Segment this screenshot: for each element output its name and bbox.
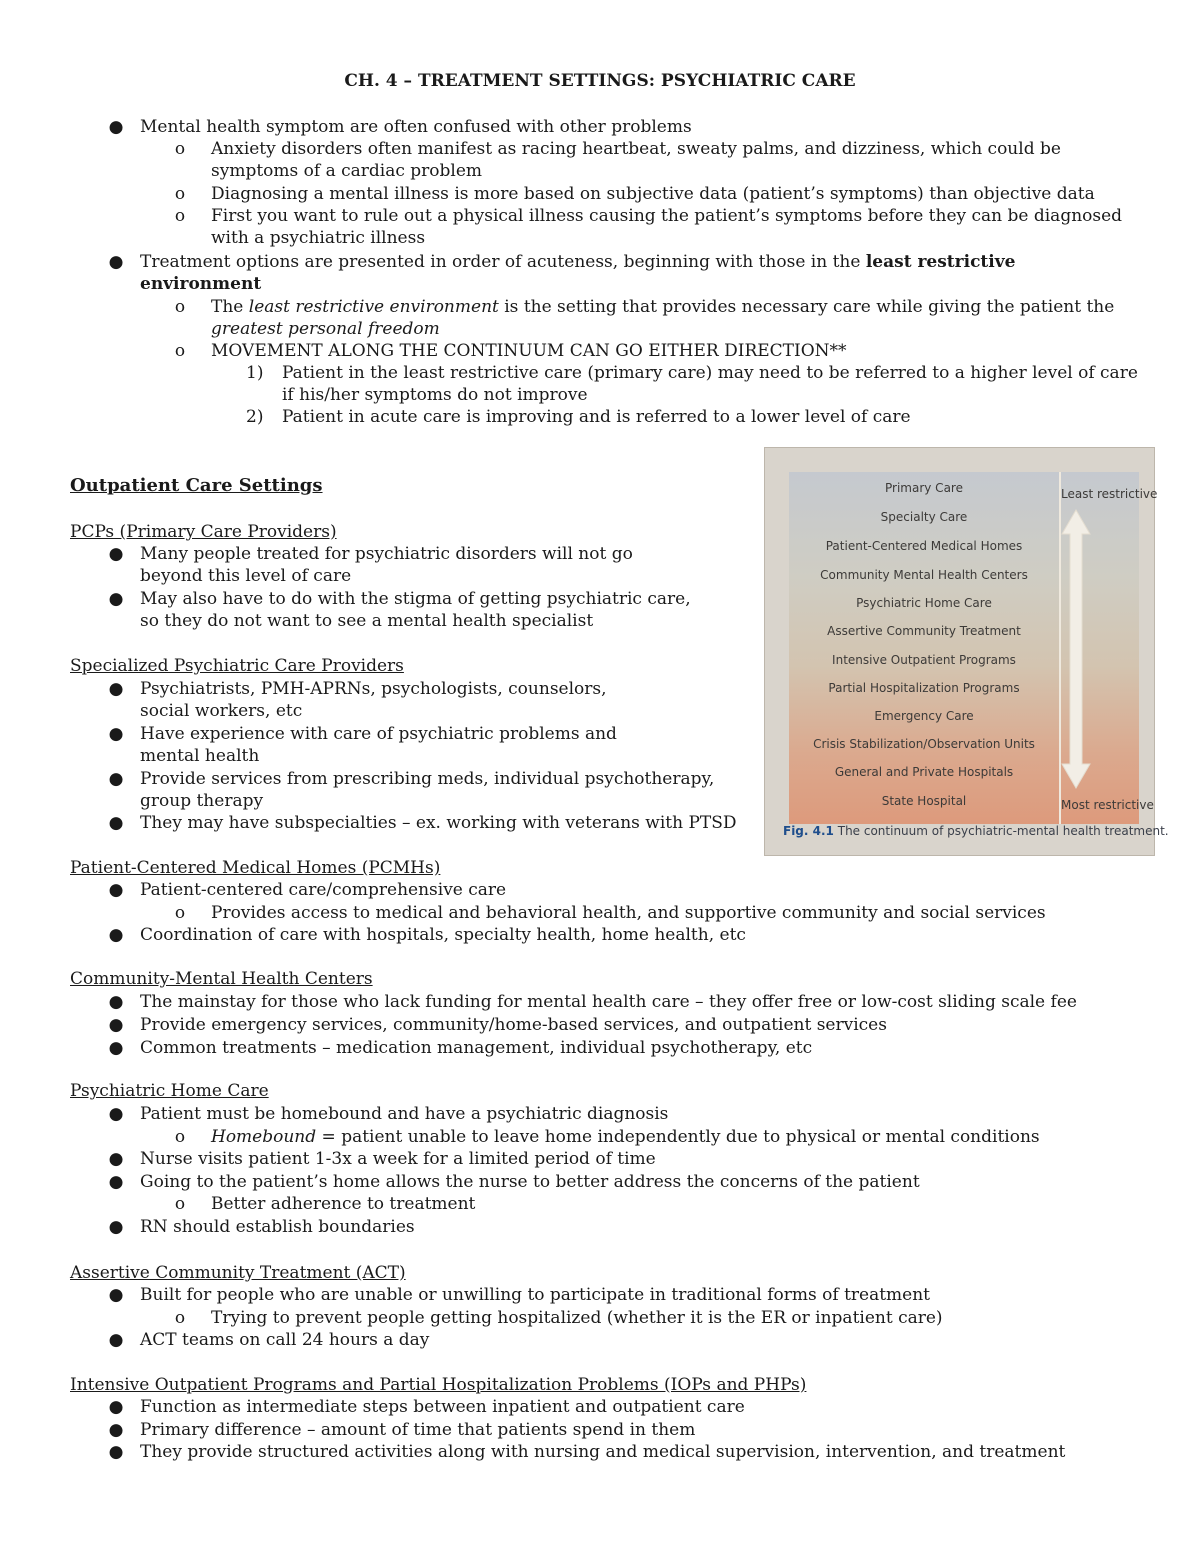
bullet-icon: ●	[108, 880, 124, 900]
home-sub-1-post: = patient unable to leave home independently due to physical or mental conditions	[316, 1127, 1040, 1147]
act-bullet-2: ACT teams on call 24 hours a day	[140, 1330, 430, 1350]
continuum-item: Patient-Centered Medical Homes	[825, 539, 1023, 553]
subheading-pcmh: Patient-Centered Medical Homes (PCMHs)	[70, 858, 441, 878]
spec-bullet-1a: Psychiatrists, PMH-APRNs, psychologists, counselors,	[140, 679, 607, 699]
intro-sub-4-pre: The	[211, 297, 249, 317]
spec-bullet-2b: mental health	[140, 746, 260, 766]
home-sub-2: Better adherence to treatment	[211, 1194, 476, 1214]
cmhc-bullet-3: Common treatments – medication management, individual psychotherapy, etc	[140, 1038, 813, 1058]
numbered-marker: 1)	[246, 363, 264, 383]
intro-sub-4	[211, 296, 1114, 318]
pcp-bullet-2a: May also have to do with the stigma of getting psychiatric care,	[140, 589, 691, 609]
subheading-iop: Intensive Outpatient Programs and Partial Hospitalization Problems (IOPs and PHPs)	[70, 1375, 807, 1395]
act-bullet-1: Built for people who are unable or unwilling to participate in traditional forms of treatment	[140, 1285, 931, 1305]
continuum-item: General and Private Hospitals	[834, 765, 1014, 779]
intro-bullet-2b	[140, 273, 261, 295]
bullet-icon: ●	[108, 1330, 124, 1350]
bullet-icon: ●	[108, 813, 124, 833]
figure-caption	[783, 823, 1169, 839]
bullet-icon: ●	[108, 992, 124, 1012]
spec-bullet-3a: Provide services from prescribing meds, individual psychotherapy,	[140, 769, 715, 789]
bullet-icon: ●	[108, 1038, 124, 1058]
sub-bullet-icon: o	[174, 184, 186, 204]
continuum-item: Emergency Care	[874, 709, 974, 723]
pcmh-bullet-1: Patient-centered care/comprehensive care	[140, 880, 507, 900]
subheading-pcp: PCPs (Primary Care Providers)	[70, 522, 337, 542]
sub-bullet-icon: o	[174, 139, 186, 159]
intro-sub-4b	[211, 318, 440, 340]
bullet-icon: ●	[108, 925, 124, 945]
intro-sub-1a: Anxiety disorders often manifest as racing heartbeat, sweaty palms, and dizziness, which could be	[211, 139, 1061, 159]
home-bullet-1: Patient must be homebound and have a psychiatric diagnosis	[140, 1104, 669, 1124]
page-title: CH. 4 – TREATMENT SETTINGS: PSYCHIATRIC CARE	[344, 71, 856, 91]
figure-caption-label: Fig. 4.1	[783, 824, 834, 838]
intro-sub-4-italic: least restrictive environment	[248, 297, 499, 317]
sub-bullet-icon: o	[174, 1194, 186, 1214]
intro-sub-1b: symptoms of a cardiac problem	[211, 161, 483, 181]
intro-sub-3a: First you want to rule out a physical illness causing the patient’s symptoms before they can be diagnosed	[211, 206, 1123, 226]
sub-bullet-icon: o	[174, 206, 186, 226]
pcp-bullet-2b: so they do not want to see a mental health specialist	[140, 611, 594, 631]
bullet-icon: ●	[108, 1285, 124, 1305]
bullet-icon: ●	[108, 724, 124, 744]
subheading-homecare: Psychiatric Home Care	[70, 1081, 269, 1101]
double-arrow-icon	[1056, 508, 1096, 790]
spec-bullet-2a: Have experience with care of psychiatric problems and	[140, 724, 617, 744]
bullet-icon: ●	[108, 589, 124, 609]
bullet-icon: ●	[108, 1217, 124, 1237]
cmhc-bullet-2: Provide emergency services, community/home-based services, and outpatient services	[140, 1015, 887, 1035]
most-restrictive-label: Most restrictive	[1061, 798, 1154, 812]
intro-bullet-2b-bold: environment	[140, 274, 262, 294]
home-sub-1-italic: Homebound	[211, 1127, 317, 1147]
pcp-bullet-1b: beyond this level of care	[140, 566, 352, 586]
sub-bullet-icon: o	[174, 297, 186, 317]
intro-sub-5: MOVEMENT ALONG THE CONTINUUM CAN GO EITHER DIRECTION**	[211, 341, 847, 361]
intro-sub-4-post: is the setting that provides necessary care while giving the patient the	[498, 297, 1115, 317]
home-bullet-3: Going to the patient’s home allows the nurse to better address the concerns of the patient	[140, 1172, 920, 1192]
intro-bullet-2-text: Treatment options are presented in order of acuteness, beginning with those in the	[140, 252, 866, 272]
intro-numbered-1b: if his/her symptoms do not improve	[282, 385, 588, 405]
bullet-icon: ●	[108, 1397, 124, 1417]
sub-bullet-icon: o	[174, 1308, 186, 1328]
sub-bullet-icon: o	[174, 903, 186, 923]
iop-bullet-3: They provide structured activities along with nursing and medical supervision, intervention, and treatment	[140, 1442, 1066, 1462]
iop-bullet-2: Primary difference – amount of time that patients spend in them	[140, 1420, 696, 1440]
intro-sub-2: Diagnosing a mental illness is more based on subjective data (patient’s symptoms) than objective data	[211, 184, 1095, 204]
iop-bullet-1: Function as intermediate steps between inpatient and outpatient care	[140, 1397, 745, 1417]
intro-bullet-2-bold: least restrictive	[865, 252, 1016, 272]
sub-bullet-icon: o	[174, 1127, 186, 1147]
subheading-specialized: Specialized Psychiatric Care Providers	[70, 656, 404, 676]
intro-numbered-2: Patient in acute care is improving and is referred to a lower level of care	[282, 407, 911, 427]
numbered-marker: 2)	[246, 407, 264, 427]
continuum-item: Crisis Stabilization/Observation Units	[813, 737, 1035, 751]
bullet-icon: ●	[108, 1104, 124, 1124]
bullet-icon: ●	[108, 1172, 124, 1192]
act-sub-1: Trying to prevent people getting hospitalized (whether it is the ER or inpatient care)	[211, 1308, 943, 1328]
continuum-figure	[764, 447, 1169, 856]
spec-bullet-1b: social workers, etc	[140, 701, 303, 721]
subheading-act: Assertive Community Treatment (ACT)	[70, 1263, 406, 1283]
figure-caption-text: The continuum of psychiatric-mental health treatment.	[837, 824, 1169, 838]
continuum-item: Primary Care	[885, 481, 963, 495]
cmhc-bullet-1: The mainstay for those who lack funding for mental health care – they offer free or low-cost sliding scale fee	[140, 992, 1077, 1012]
continuum-item: Assertive Community Treatment	[827, 624, 1021, 638]
sub-bullet-icon: o	[174, 341, 186, 361]
intro-sub-3b: with a psychiatric illness	[211, 228, 426, 248]
bullet-icon: ●	[108, 1420, 124, 1440]
home-bullet-2: Nurse visits patient 1-3x a week for a limited period of time	[140, 1149, 656, 1169]
spec-bullet-3b: group therapy	[140, 791, 264, 811]
continuum-item: Specialty Care	[880, 510, 968, 524]
intro-bullet-2	[140, 251, 1015, 273]
continuum-item: Psychiatric Home Care	[856, 596, 992, 610]
intro-bullet-1: Mental health symptom are often confused with other problems	[140, 117, 692, 137]
pcmh-sub-1: Provides access to medical and behavioral health, and supportive community and social services	[211, 903, 1046, 923]
least-restrictive-label: Least restrictive	[1061, 487, 1158, 501]
home-bullet-4: RN should establish boundaries	[140, 1217, 415, 1237]
bullet-icon: ●	[108, 1015, 124, 1035]
bullet-icon: ●	[108, 769, 124, 789]
bullet-icon: ●	[108, 1442, 124, 1462]
bullet-icon: ●	[108, 117, 124, 137]
intro-numbered-1a: Patient in the least restrictive care (primary care) may need to be referred to a higher level of care	[282, 363, 1138, 383]
section-heading-outpatient: Outpatient Care Settings	[70, 475, 323, 496]
bullet-icon: ●	[108, 252, 124, 272]
pcp-bullet-1a: Many people treated for psychiatric disorders will not go	[140, 544, 633, 564]
continuum-item: Intensive Outpatient Programs	[832, 653, 1016, 667]
bullet-icon: ●	[108, 679, 124, 699]
intro-sub-4b-italic: greatest personal freedom	[211, 319, 440, 339]
subheading-cmhc: Community-Mental Health Centers	[70, 969, 373, 989]
pcmh-bullet-2: Coordination of care with hospitals, specialty health, home health, etc	[140, 925, 746, 945]
continuum-item: Partial Hospitalization Programs	[828, 681, 1020, 695]
bullet-icon: ●	[108, 1149, 124, 1169]
home-sub-1	[211, 1126, 1040, 1148]
continuum-item: Community Mental Health Centers	[820, 568, 1028, 582]
bullet-icon: ●	[108, 544, 124, 564]
continuum-item: State Hospital	[881, 794, 967, 808]
spec-bullet-4: They may have subspecialties – ex. working with veterans with PTSD	[140, 813, 737, 833]
